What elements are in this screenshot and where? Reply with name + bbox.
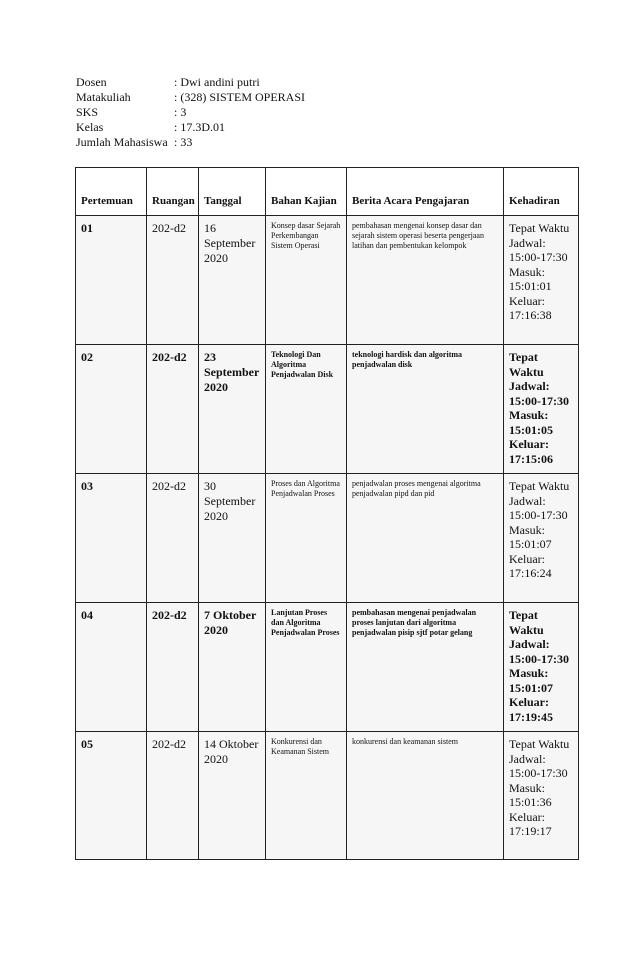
- cell-ruangan: 202-d2: [147, 474, 199, 603]
- cell-tanggal: 7 Oktober 2020: [199, 603, 266, 732]
- cell-ruangan: 202-d2: [147, 732, 199, 860]
- cell-berita-acara: teknologi hardisk dan algoritma penjadwalan disk: [347, 345, 504, 474]
- cell-bahan-kajian: Konsep dasar Sejarah Perkembangan Sistem Operasi: [266, 216, 347, 345]
- cell-berita-acara: penjadwalan proses mengenai algoritma penjadwalan pipd dan pid: [347, 474, 504, 603]
- table-row: [76, 732, 579, 860]
- table-row: [76, 474, 579, 603]
- cell-kehadiran: Tepat Waktu Jadwal: 15:00-17:30 Masuk: 15:01:07 Keluar: 17:16:24: [504, 474, 579, 603]
- cell-bahan-kajian: Lanjutan Proses dan Algoritma Penjadwalan Proses: [266, 603, 347, 732]
- cell-ruangan: 202-d2: [147, 345, 199, 474]
- header-bahan-kajian: Bahan Kajian: [266, 168, 347, 216]
- cell-tanggal: 23 September 2020: [199, 345, 266, 474]
- table-row: [76, 603, 579, 732]
- cell-pertemuan: 05: [76, 732, 147, 860]
- matakuliah-label: Matakuliah: [76, 90, 131, 104]
- cell-bahan-kajian: Proses dan Algoritma Penjadwalan Proses: [266, 474, 347, 603]
- matakuliah-value: : (328) SISTEM OPERASI: [174, 90, 306, 104]
- cell-pertemuan: 02: [76, 345, 147, 474]
- cell-bahan-kajian: Konkurensi dan Keamanan Sistem: [266, 732, 347, 860]
- cell-berita-acara: pembahasan mengenai konsep dasar dan sejarah sistem operasi beserta pengerjaan latihan dan pembentukan kelompok: [347, 216, 504, 345]
- info-dosen: [76, 75, 305, 90]
- dosen-label: Dosen: [76, 75, 107, 89]
- cell-berita-acara: pembahasan mengenai penjadwalan proses lanjutan dari algoritma penjadwalan pisip sjtf potar gelang: [347, 603, 504, 732]
- cell-ruangan: 202-d2: [147, 603, 199, 732]
- jumlah-mahasiswa-label: Jumlah Mahasiswa: [76, 135, 168, 149]
- info-matakuliah: [76, 90, 305, 105]
- header-tanggal: Tanggal: [199, 168, 266, 216]
- header-ruangan: Ruangan: [147, 168, 199, 216]
- kelas-value: : 17.3D.01: [174, 120, 225, 134]
- cell-bahan-kajian: Teknologi Dan Algoritma Penjadwalan Disk: [266, 345, 347, 474]
- course-info: [76, 75, 305, 150]
- cell-kehadiran: Tepat Waktu Jadwal: 15:00-17:30 Masuk: 15:01:36 Keluar: 17:19:17: [504, 732, 579, 860]
- cell-pertemuan: 03: [76, 474, 147, 603]
- jumlah-mahasiswa-value: : 33: [174, 135, 193, 149]
- cell-kehadiran: Tepat Waktu Jadwal: 15:00-17:30 Masuk: 15:01:01 Keluar: 17:16:38: [504, 216, 579, 345]
- info-jumlah-mahasiswa: [76, 135, 305, 150]
- header-pertemuan: Pertemuan: [76, 168, 147, 216]
- header-kehadiran: Kehadiran: [504, 168, 579, 216]
- cell-pertemuan: 01: [76, 216, 147, 345]
- cell-ruangan: 202-d2: [147, 216, 199, 345]
- cell-tanggal: 30 September 2020: [199, 474, 266, 603]
- sks-value: : 3: [174, 105, 187, 119]
- cell-pertemuan: 04: [76, 603, 147, 732]
- cell-kehadiran: Tepat Waktu Jadwal: 15:00-17:30 Masuk: 15:01:05 Keluar: 17:15:06: [504, 345, 579, 474]
- table-row: [76, 216, 579, 345]
- cell-tanggal: 16 September 2020: [199, 216, 266, 345]
- sks-label: SKS: [76, 105, 99, 119]
- header-berita-acara: Berita Acara Pengajaran: [347, 168, 504, 216]
- info-sks: [76, 105, 305, 120]
- table-header-row: [76, 168, 579, 216]
- attendance-table: [75, 167, 579, 860]
- info-kelas: [76, 120, 305, 135]
- cell-berita-acara: konkurensi dan keamanan sistem: [347, 732, 504, 860]
- cell-tanggal: 14 Oktober 2020: [199, 732, 266, 860]
- table-row: [76, 345, 579, 474]
- cell-kehadiran: Tepat Waktu Jadwal: 15:00-17:30 Masuk: 15:01:07 Keluar: 17:19:45: [504, 603, 579, 732]
- dosen-value: : Dwi andini putri: [174, 75, 260, 89]
- kelas-label: Kelas: [76, 120, 104, 134]
